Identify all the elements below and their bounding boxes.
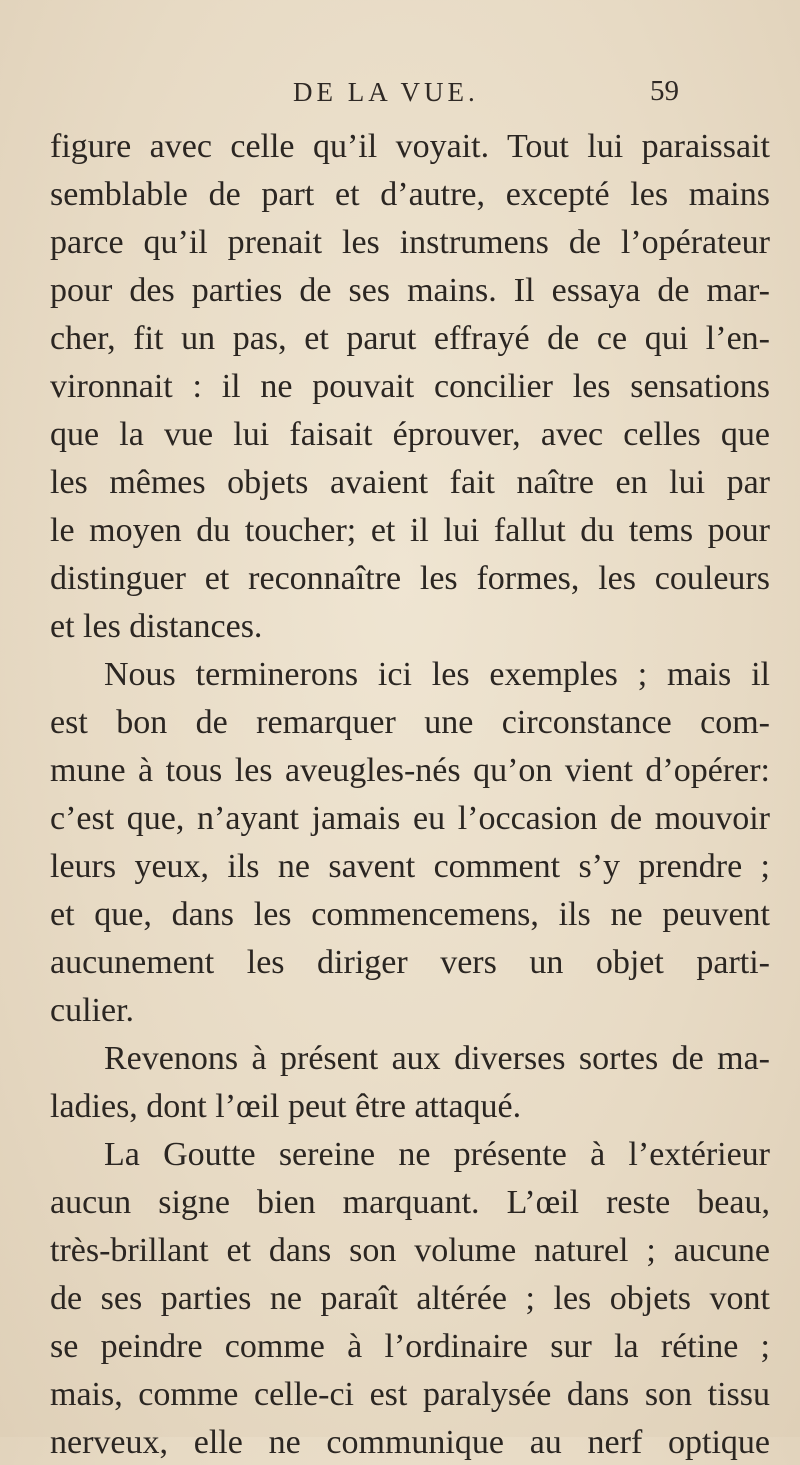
text-line: culier.	[50, 992, 135, 1029]
text-line: mune à tous les aveugles-nés qu’on vient d’opérer:	[50, 752, 770, 789]
text-line: et les distances.	[50, 608, 263, 645]
text-line: et que, dans les commencemens, ils ne peuvent	[50, 896, 770, 933]
text-line: pour des parties de ses mains. Il essaya de mar-	[50, 272, 770, 309]
text-line: leurs yeux, ils ne savent comment s’y prendre ;	[50, 848, 770, 885]
text-line: cher, fit un pas, et parut effrayé de ce qui l’en-	[50, 320, 770, 357]
text-line: très-brillant et dans son volume naturel ; aucune	[50, 1232, 770, 1269]
text-line: que la vue lui faisait éprouver, avec celles que	[50, 416, 770, 453]
text-line: vironnait : il ne pouvait concilier les sensations	[50, 368, 770, 405]
paragraph-start: Nous terminerons ici les exemples ; mais il	[104, 656, 770, 693]
text-line: de ses parties ne paraît altérée ; les objets vont	[50, 1280, 770, 1317]
text-line: mais, comme celle-ci est paralysée dans son tissu	[50, 1376, 770, 1413]
text-line: c’est que, n’ayant jamais eu l’occasion de mouvoir	[50, 800, 770, 837]
text-line: se peindre comme à l’ordinaire sur la rétine ;	[50, 1328, 770, 1365]
paragraph-start: La Goutte sereine ne présente à l’extérieur	[104, 1136, 770, 1173]
text-line: ladies, dont l’œil peut être attaqué.	[50, 1088, 522, 1125]
paragraph-start: Revenons à présent aux diverses sortes de ma-	[104, 1040, 770, 1077]
text-line: nerveux, elle ne communique au nerf optique	[50, 1424, 770, 1461]
page-number: 59	[650, 75, 679, 107]
text-line: distinguer et reconnaître les formes, les couleurs	[50, 560, 770, 597]
page-header	[0, 73, 800, 113]
text-line: aucunement les diriger vers un objet parti-	[50, 944, 770, 981]
text-line: figure avec celle qu’il voyait. Tout lui paraissait	[50, 128, 770, 165]
text-line: parce qu’il prenait les instrumens de l’opérateur	[50, 224, 770, 261]
running-title: DE LA VUE.	[293, 77, 479, 107]
text-line: les mêmes objets avaient fait naître en lui par	[50, 464, 770, 501]
text-line: est bon de remarquer une circonstance com-	[50, 704, 770, 741]
text-line: aucun signe bien marquant. L’œil reste beau,	[50, 1184, 770, 1221]
text-line: le moyen du toucher; et il lui fallut du tems pour	[50, 512, 770, 549]
text-line: semblable de part et d’autre, excepté les mains	[50, 176, 770, 213]
